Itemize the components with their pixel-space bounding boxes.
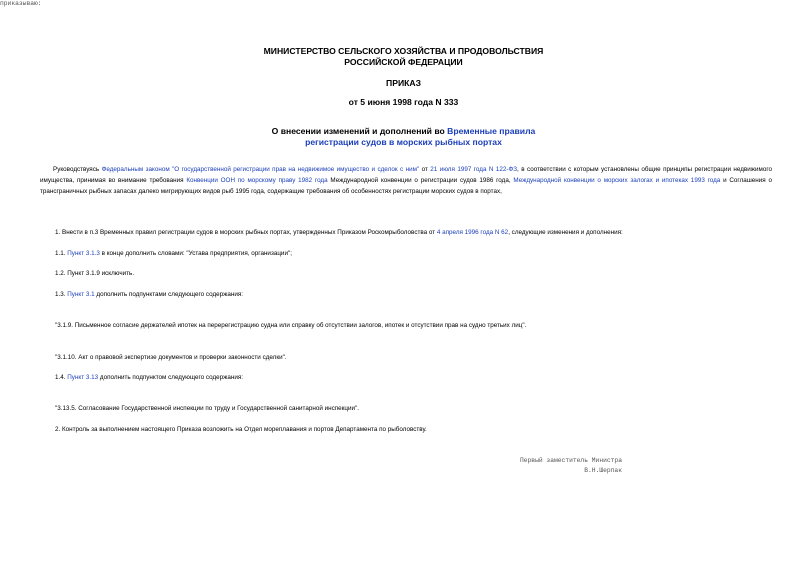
- maritime-liens-convention-link[interactable]: Международной конвенции о морских залогах и ипотеках 1993 года: [513, 177, 721, 184]
- item-1-3-text: дополнить подпунктами следующего содержания:: [94, 291, 244, 298]
- document-date: от 5 июня 1998 года N 333: [348, 97, 459, 107]
- item-1-3-number: 1.3.: [55, 291, 68, 298]
- preamble-paragraph: [40, 164, 772, 197]
- ministry-title: [0, 46, 807, 68]
- item-1-4-number: 1.4.: [55, 374, 68, 381]
- preamble-text: и Соглашения о трансграничных рыбных запасах далеко мигрирующих видов рыб 1995 года, содержащие требования об особенностях регистрации морских судов в портах,: [40, 177, 772, 195]
- item-2: 2. Контроль за выполнением настоящего Приказа возложить на Отдел мореплавания и портов Департамента по рыболовству.: [55, 426, 427, 433]
- signatory-name: В.Н.Шерпак: [584, 467, 622, 474]
- preamble-text: от: [419, 166, 431, 173]
- item-1: [55, 227, 770, 238]
- item-1-1: [55, 248, 770, 259]
- subject-link[interactable]: Временные правила: [447, 126, 536, 136]
- document-subject: [0, 126, 807, 148]
- item-1-4-text: дополнить подпунктом следующего содержания:: [98, 374, 244, 381]
- subject-prefix: О внесении изменений и дополнений во: [271, 126, 448, 136]
- quote-3-1-10: "3.1.10. Акт о правовой экспертизе документов и проверки законности сделки".: [55, 354, 287, 361]
- order-62-link[interactable]: 4 апреля 1996 года N 62: [436, 229, 509, 236]
- federation-name: РОССИЙСКОЙ ФЕДЕРАЦИИ: [344, 57, 463, 67]
- item-1-3: [55, 289, 770, 300]
- law-date-link[interactable]: 21 июля 1997 года N 122-ФЗ: [430, 166, 518, 173]
- document-type: ПРИКАЗ: [386, 78, 421, 88]
- preamble-text: Международной конвенции о регистрации судов 1986 года,: [327, 177, 514, 184]
- clause-3-1-3-link[interactable]: Пункт 3.1.3: [67, 250, 100, 257]
- item-1-4: [55, 372, 770, 383]
- clause-3-1-link[interactable]: Пункт 3.1: [67, 291, 95, 298]
- un-convention-link[interactable]: Конвенции ООН по морскому праву 1982 года: [186, 177, 328, 184]
- signatory-position: Первый заместитель Министра: [519, 457, 622, 464]
- item-1-1-text: в конце дополнить словами: "Устава предприятия, организации";: [99, 250, 292, 257]
- ministry-name: МИНИСТЕРСТВО СЕЛЬСКОГО ХОЗЯЙСТВА И ПРОДОВОЛЬСТВИЯ: [263, 46, 544, 56]
- decree-word: приказываю:: [0, 0, 42, 7]
- item-1-1-number: 1.1.: [55, 250, 68, 257]
- clause-3-13-link[interactable]: Пункт 3.13: [67, 374, 99, 381]
- quote-3-13-5: "3.13.5. Согласование Государственной инспекции по труду и Государственной санитарной инспекции".: [55, 405, 360, 412]
- item-1-2: 1.2. Пункт 3.1.9 исключить.: [55, 270, 135, 277]
- subject-link-continued[interactable]: регистрации судов в морских рыбных портах: [305, 137, 502, 147]
- federal-law-link[interactable]: Федеральным законом "О государственной регистрации прав на недвижимое имущество и сделок с ним": [101, 166, 420, 173]
- preamble-text: , в соответствии с которым установлены общие принципы регистрации недвижимого имущества, принимая во внимание требования: [40, 166, 773, 184]
- quote-3-1-9: "3.1.9. Письменное согласие держателей ипотек на перерегистрацию судна или справку об отсутствии залогов, ипотек и отсутствии прав на судно третьих лиц".: [55, 322, 527, 329]
- item-1-text: 1. Внести в п.3 Временных правил регистрации судов в морских рыбных портах, утвержденных Приказом Роскомрыболовства от: [55, 229, 437, 236]
- preamble-text: Руководствуясь: [53, 166, 102, 173]
- item-1-tail: , следующие изменения и дополнения:: [508, 229, 623, 236]
